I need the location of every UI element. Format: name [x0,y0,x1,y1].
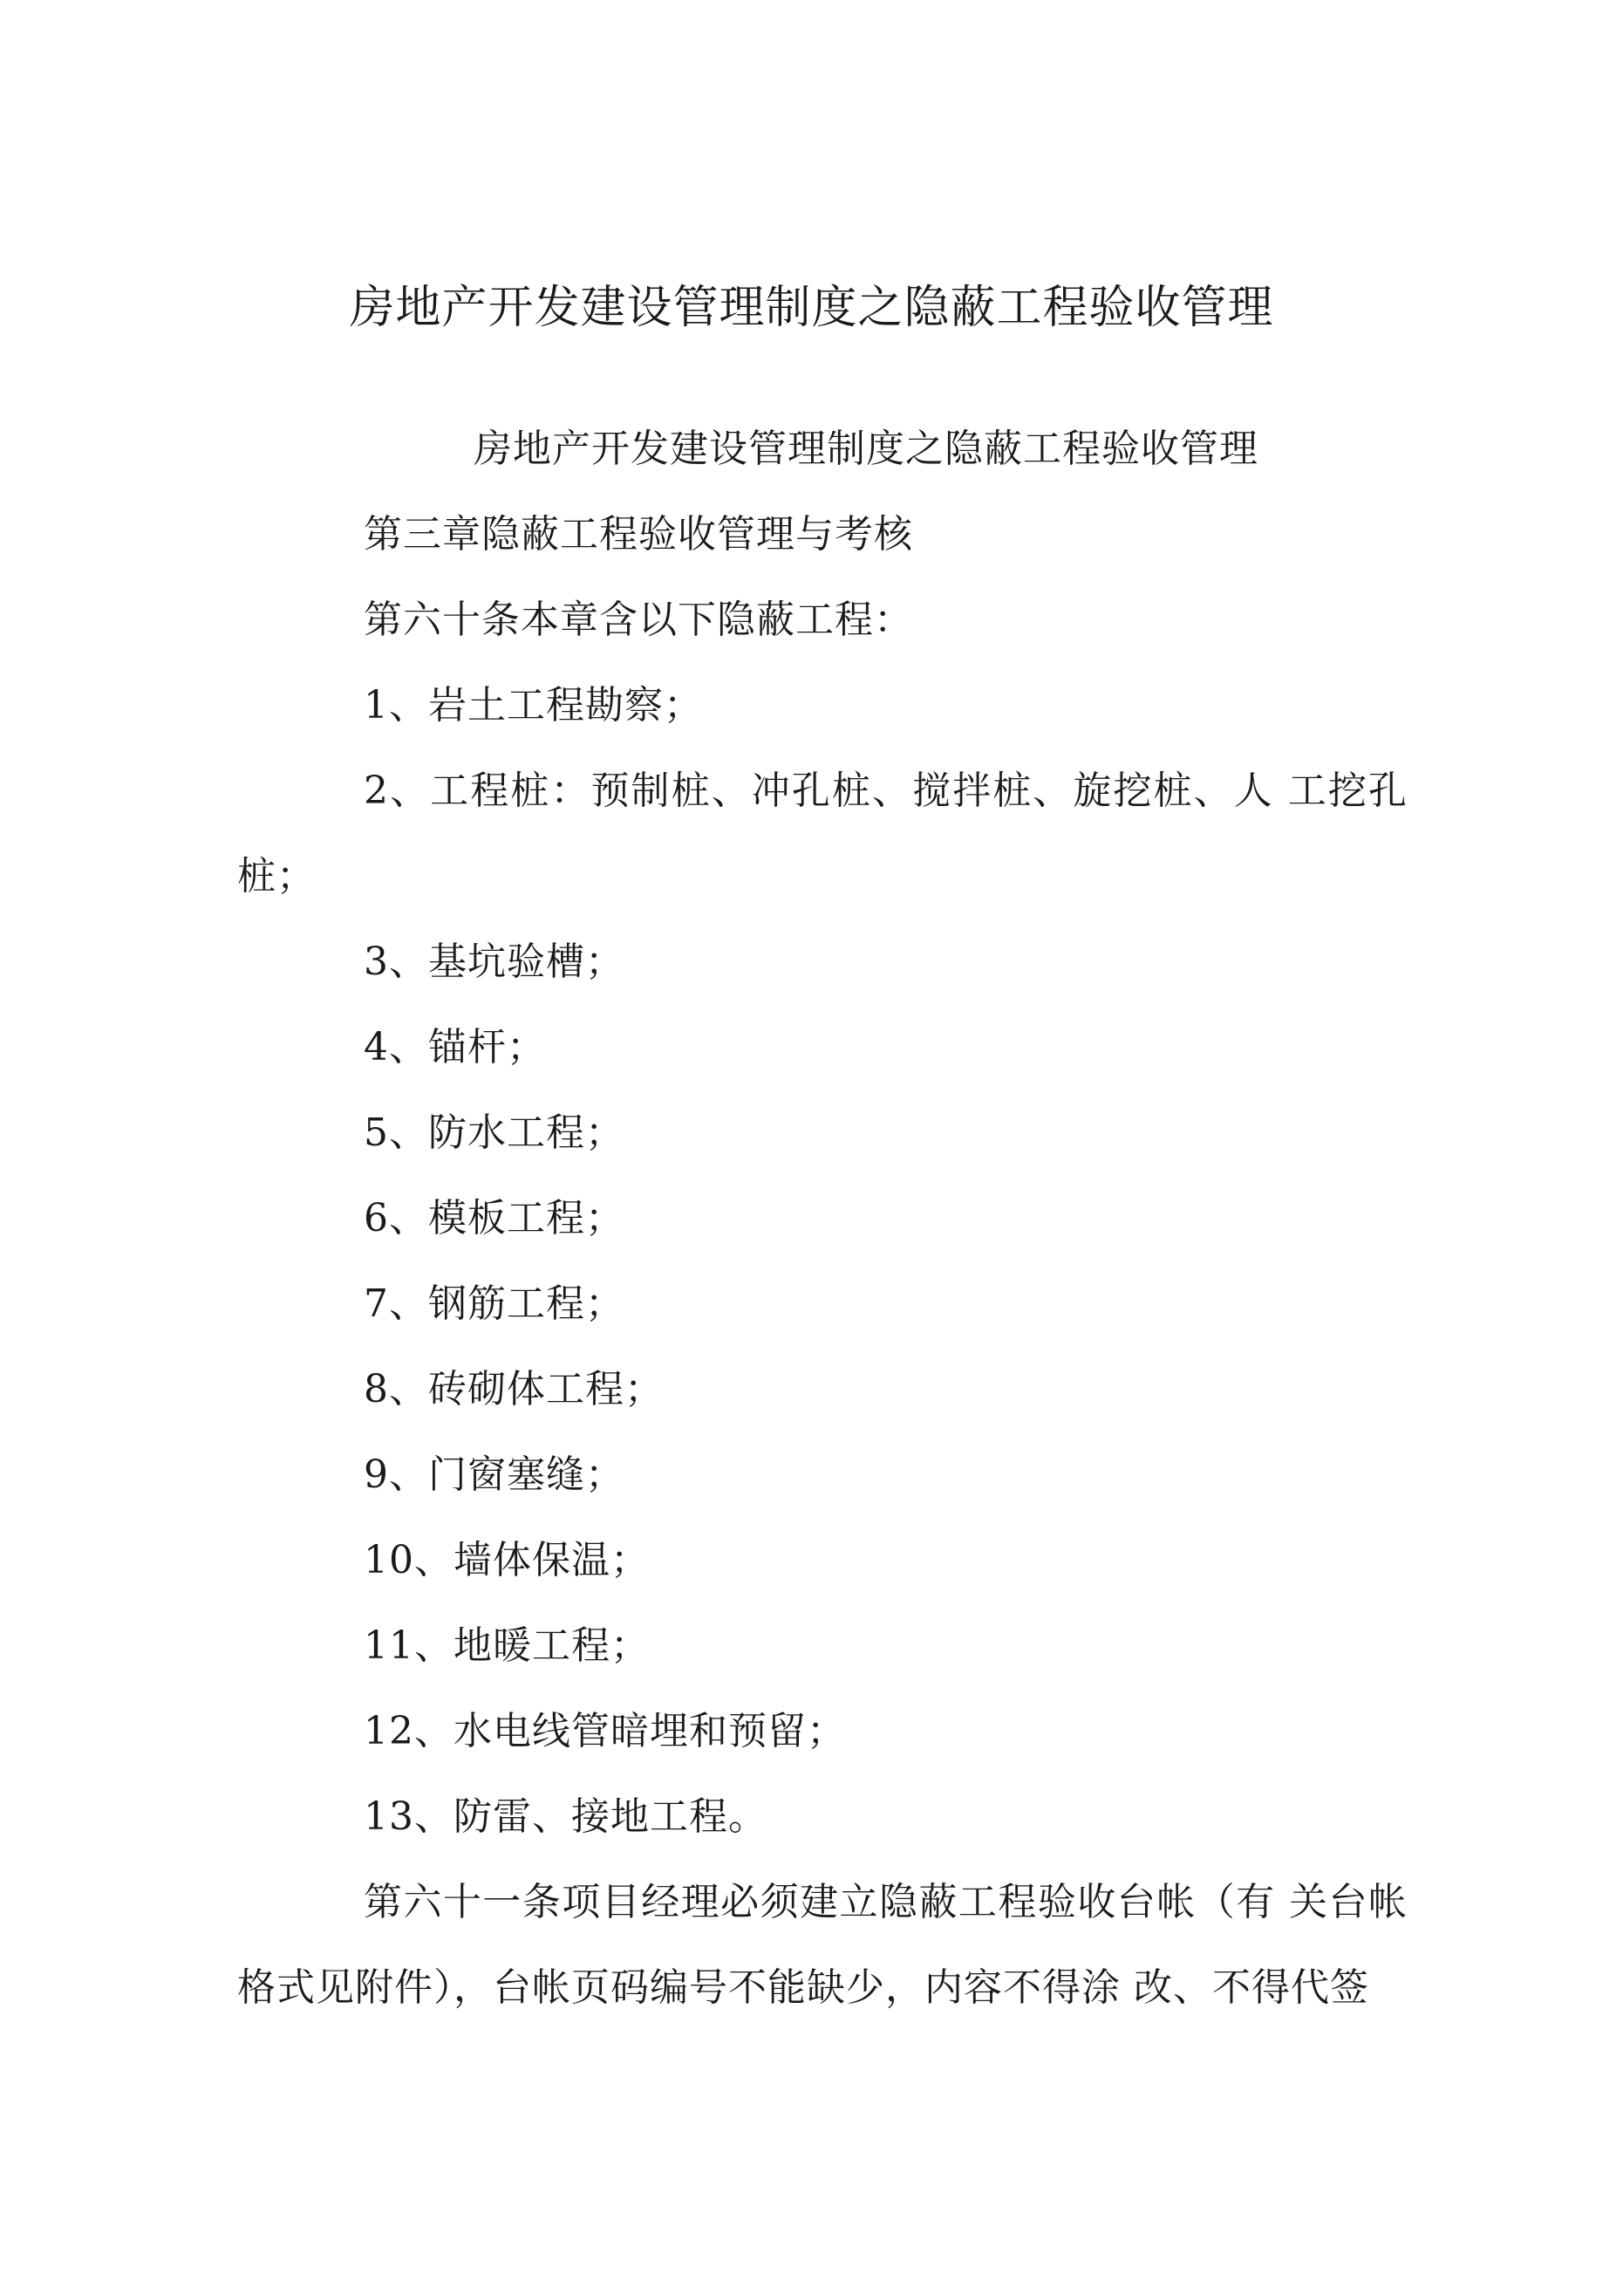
article-61: 第六十一条项目经理必须建立隐蔽工程验收台帐（有 关台帐格式见附件），台帐页码编号不能缺少，内容不得涂 改、不得代签 [237,1880,1408,2010]
document-body [237,407,1408,2031]
chapter-heading: 第三章隐蔽工程验收管理与考核 [364,512,913,557]
list-item: 1、岩土工程勘察； [364,683,703,728]
list-item: 6、模板工程； [364,1196,624,1240]
list-item: 4、锚杆； [364,1025,546,1069]
list-item: 3、基坑验槽； [364,940,624,984]
list-item: 2、工程桩：预制桩、冲孔桩、搅拌桩、旋挖桩、人 工挖孔桩； [237,769,1408,899]
list-item: 13、防雷、接地工程。 [364,1794,767,1839]
document-subtitle: 房地产开发建设管理制度之隐蔽工程验收管理 [474,427,1258,471]
list-item: 12、水电线管暗埋和预留； [364,1709,846,1753]
list-item: 11、地暖工程； [364,1623,650,1668]
list-item: 10、墙体保温； [364,1538,650,1582]
list-item: 7、钢筋工程； [364,1281,624,1326]
document-title: 房地产开发建设管理制度之隐蔽工程验收管理 [349,282,1274,334]
list-item: 9、门窗塞缝； [364,1452,624,1497]
list-item: 8、砖砌体工程； [364,1367,664,1411]
list-item: 5、防水工程； [364,1110,624,1155]
article-60: 第六十条本章含以下隐蔽工程： [364,598,913,642]
